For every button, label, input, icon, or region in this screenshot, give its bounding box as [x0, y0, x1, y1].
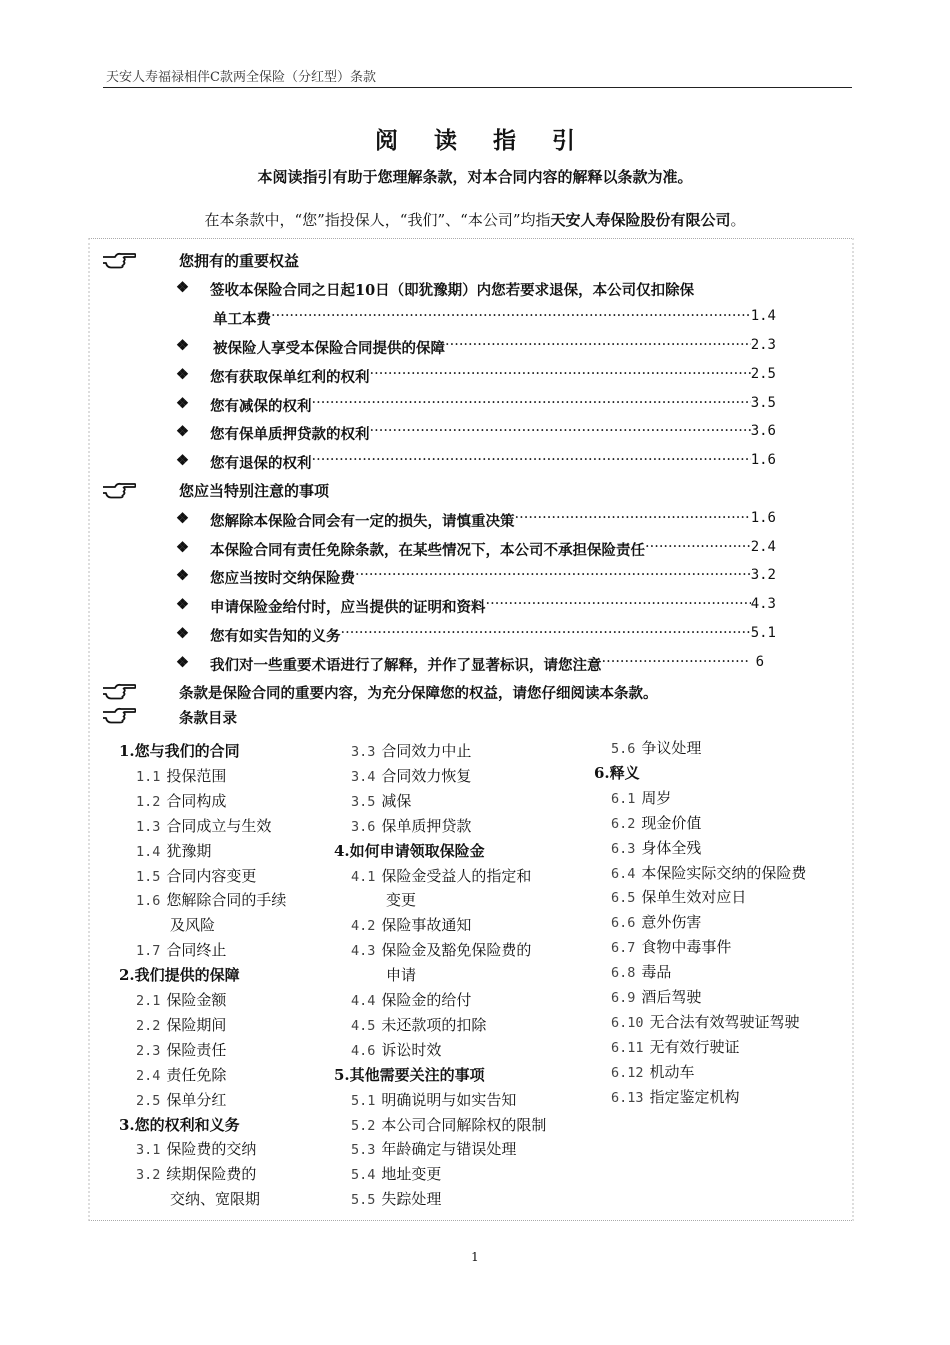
toc-entry-number: 5.2 [351, 1117, 376, 1134]
toc-entry-number: 6.12 [611, 1064, 644, 1081]
toc-entry-label: 您与我们的合同 [134, 742, 240, 760]
toc-entry-label: 食物中毒事件 [641, 938, 732, 957]
toc-entry-number: 3.6 [351, 818, 376, 835]
toc-entry-label: 续期保险费的 [166, 1165, 257, 1184]
toc-entry-number: 1.1 [136, 768, 161, 785]
toc-entry[interactable] [136, 989, 226, 1010]
diamond-bullet-icon: ❖ [176, 366, 189, 383]
toc-entry-label: 如何申请领取保险金 [349, 841, 485, 860]
page-title: 阅 读 指 引 [374, 127, 590, 154]
pointing-hand-icon [102, 682, 136, 700]
toc-entry-label: 机动车 [649, 1062, 695, 1081]
toc-entry-label: 保险金受益人的指定和 [381, 866, 532, 885]
toc-entry-number: 1.3 [136, 818, 161, 835]
toc-entry[interactable] [136, 1163, 256, 1184]
leader-dots [515, 510, 751, 531]
toc-entry-number: 4.6 [351, 1042, 376, 1059]
toc-entry[interactable] [351, 765, 471, 786]
leader-dots [341, 625, 751, 646]
rights-item [176, 423, 776, 445]
toc-entry[interactable] [611, 812, 701, 833]
toc-entry-label: 保险费的交纳 [166, 1140, 257, 1159]
toc-entry-number: 1.7 [136, 943, 161, 960]
attention-item [176, 539, 776, 561]
toc-entry-number: 5.6 [611, 741, 636, 757]
toc-entry-label: 合同效力恢复 [381, 766, 472, 785]
rights-item-num: 3.6 [750, 423, 776, 439]
leader-dots [271, 308, 751, 329]
pointing-hand-icon [102, 251, 136, 269]
toc-entry-label: 及风险 [170, 916, 216, 935]
rights-item-first-cont [176, 308, 776, 330]
toc-entry-label: 保险金的给付 [381, 991, 472, 1009]
toc-entry[interactable] [611, 911, 701, 932]
toc-entry-label: 保单质押贷款 [381, 816, 472, 835]
toc-entry-number: 6.8 [611, 965, 636, 982]
leader-dots [645, 539, 751, 560]
rights-item-first [176, 279, 776, 301]
toc-entry-number: 6.6 [611, 915, 636, 932]
toc-entry[interactable] [136, 1039, 226, 1060]
attention-section-title: 您应当特别注意的事项 [179, 482, 330, 500]
toc-entry[interactable] [611, 1086, 740, 1107]
toc-entry-number: 6. [594, 763, 610, 782]
toc-entry-number: 3.2 [136, 1167, 161, 1184]
attention-item-num: 4.3 [750, 596, 776, 612]
toc-entry-number: 2.5 [136, 1092, 161, 1109]
toc-entry[interactable] [136, 790, 226, 811]
toc-entry-label: 诉讼时效 [381, 1040, 442, 1059]
toc-entry-number: 6.4 [611, 865, 636, 882]
toc-entry-label: 投保范围 [166, 766, 227, 785]
rights-item-first-num: 1.4 [750, 308, 776, 324]
leader-dots [312, 395, 751, 416]
toc-entry[interactable] [351, 1138, 516, 1159]
diamond-bullet-icon: ❖ [176, 423, 189, 440]
toc-entry-number: 5. [334, 1065, 350, 1084]
attention-item-num: 3.2 [750, 567, 776, 583]
toc-entry-label: 本公司合同解除权的限制 [381, 1115, 547, 1134]
toc-entry-label: 变更 [386, 891, 417, 910]
pointing-hand-icon [102, 706, 136, 724]
toc-entry[interactable] [611, 862, 806, 883]
toc-entry[interactable] [136, 765, 226, 786]
toc-entry-number: 3. [119, 1115, 135, 1134]
running-header: 天安人寿福禄相伴C款两全保险（分红型）条款 [106, 70, 376, 85]
rights-item-num: 3.5 [750, 395, 776, 411]
toc-entry-label: 其他需要关注的事项 [349, 1065, 485, 1084]
toc-entry-label: 失踪处理 [381, 1190, 442, 1209]
toc-entry-number: 4.3 [351, 943, 376, 960]
toc-heading[interactable] [594, 762, 640, 783]
toc-entry-label: 保险责任 [166, 1040, 227, 1059]
toc-entry[interactable] [611, 986, 701, 1007]
toc-entry[interactable] [351, 1014, 486, 1035]
toc-entry-number: 4.1 [351, 868, 376, 885]
toc-entry[interactable] [136, 815, 271, 836]
toc-heading[interactable] [119, 1114, 240, 1135]
toc-entry-label: 意外伤害 [641, 913, 702, 932]
toc-entry[interactable] [611, 1011, 800, 1032]
toc-entry-number: 5.4 [351, 1167, 376, 1184]
toc-entry-label: 身体全残 [641, 838, 702, 857]
leader-dots [445, 337, 751, 358]
toc-entry[interactable] [351, 914, 471, 935]
toc-entry-number: 6.9 [611, 990, 636, 1006]
attention-item [176, 567, 776, 589]
toc-entry-number: 1.6 [136, 893, 161, 910]
toc-entry-number: 1. [119, 742, 135, 760]
rights-item-num: 1.6 [750, 452, 776, 468]
attention-item [176, 654, 776, 676]
toc-entry-label: 申请 [386, 966, 417, 985]
toc-entry-number: 1.5 [136, 868, 161, 885]
leader-dots [370, 366, 751, 387]
toc-entry-label: 交纳、宽限期 [170, 1190, 261, 1209]
toc-entry[interactable] [611, 1036, 740, 1057]
toc-entry[interactable] [386, 964, 416, 985]
toc-entry-number: 6.2 [611, 815, 636, 832]
attention-item-num: 6 [755, 654, 764, 670]
toc-entry-number: 4.2 [351, 918, 376, 935]
attention-item-num: 2.4 [750, 539, 776, 555]
toc-entry[interactable] [351, 1114, 546, 1135]
diamond-bullet-icon: ❖ [176, 567, 189, 584]
toc-entry-number: 3.1 [136, 1142, 161, 1159]
toc-entry-number: 4.5 [351, 1017, 376, 1034]
toc-entry[interactable] [351, 1089, 516, 1110]
rights-section-title: 您拥有的重要权益 [179, 252, 300, 270]
toc-entry-label: 减保 [381, 791, 412, 810]
toc-entry-label: 我们提供的保障 [134, 966, 240, 985]
toc-entry[interactable] [136, 840, 211, 861]
diamond-bullet-icon: ❖ [176, 452, 189, 469]
attention-item-text: 您解除本保险合同会有一定的损失，请慎重决策 [210, 513, 515, 530]
toc-entry-label: 地址变更 [381, 1165, 442, 1184]
toc-heading[interactable] [119, 740, 240, 761]
toc-entry-number: 1.2 [136, 793, 161, 810]
rights-item [176, 452, 776, 474]
company-name: 天安人寿保险股份有限公司 [550, 211, 731, 229]
toc-entry-number: 5.3 [351, 1142, 376, 1159]
rights-item-first-text: 签收本保险合同之日起10日（即犹豫期）内您若要求退保，本公司仅扣除保 [210, 282, 695, 299]
toc-entry[interactable] [136, 1138, 256, 1159]
toc-entry-label: 您的权利和义务 [134, 1115, 240, 1134]
intro-text: 在本条款中，“您”指投保人，“我们”、“本公司”均指 [204, 211, 551, 229]
toc-entry-label: 合同效力中止 [381, 742, 472, 760]
toc-entry[interactable] [351, 1039, 441, 1060]
attention-item-text: 我们对一些重要术语进行了解释，并作了显著标识，请您注意 [210, 657, 602, 674]
attention-item-num: 1.6 [750, 510, 776, 526]
toc-entry[interactable] [136, 1014, 226, 1035]
rights-item-text: 您有获取保单红利的权利 [210, 369, 370, 386]
toc-entry-label: 犹豫期 [166, 841, 212, 860]
intro-end: 。 [730, 211, 746, 229]
rights-item-text: 您有保单质押贷款的权利 [210, 426, 370, 443]
toc-entry-label: 毒品 [641, 963, 672, 982]
attention-item-num: 5.1 [750, 625, 776, 641]
toc-heading[interactable] [334, 1064, 485, 1085]
toc-entry-label: 责任免除 [166, 1065, 227, 1084]
toc-entry[interactable] [351, 815, 471, 836]
toc-entry-number: 6.13 [611, 1089, 644, 1106]
toc-heading[interactable] [119, 964, 240, 985]
toc-entry-label: 保险金及豁免保险费的 [381, 941, 532, 960]
toc-entry-number: 6.3 [611, 840, 636, 857]
toc-entry-label: 周岁 [641, 788, 672, 807]
toc-entry[interactable] [611, 837, 701, 858]
toc-entry-number: 6.10 [611, 1014, 644, 1031]
toc-entry[interactable] [136, 1064, 226, 1085]
header-rule [103, 87, 852, 88]
toc-entry[interactable] [351, 989, 471, 1010]
toc-entry-label: 保险期间 [166, 1015, 227, 1034]
toc-entry-label: 保单生效对应日 [641, 888, 747, 907]
toc-entry-label: 指定鉴定机构 [649, 1087, 740, 1106]
rights-item [176, 395, 776, 417]
rights-item [176, 337, 776, 359]
toc-entry[interactable] [611, 787, 671, 808]
toc-entry-label: 合同构成 [166, 791, 227, 810]
pointing-hand-icon [102, 481, 136, 499]
attention-item [176, 625, 776, 647]
toc-entry[interactable] [351, 1188, 441, 1209]
toc-entry-number: 4. [334, 841, 350, 860]
attention-item-text: 您有如实告知的义务 [210, 628, 341, 645]
leader-dots [370, 423, 751, 444]
attention-item-text: 您应当按时交纳保险费 [210, 570, 355, 587]
toc-entry[interactable] [611, 886, 746, 907]
toc-entry[interactable] [611, 1061, 695, 1082]
toc-entry-number: 2. [119, 966, 135, 985]
toc-entry[interactable] [170, 914, 215, 935]
toc-entry[interactable] [136, 1089, 226, 1110]
toc-entry-number: 6.1 [611, 790, 636, 807]
toc-entry[interactable] [386, 889, 416, 910]
toc-entry-label: 保险事故通知 [381, 916, 472, 935]
rights-item-num: 2.5 [750, 366, 776, 382]
toc-entry-number: 6.7 [611, 940, 636, 957]
toc-entry-label: 本保险实际交纳的保险费 [641, 863, 807, 882]
toc-entry[interactable] [351, 865, 531, 886]
toc-entry-label: 合同成立与生效 [166, 816, 272, 835]
toc-entry-number: 5.1 [351, 1092, 376, 1109]
rights-item [176, 366, 776, 388]
toc-entry[interactable] [351, 939, 531, 960]
toc-heading[interactable] [334, 840, 485, 861]
rights-item-text: 您有退保的权利 [210, 455, 312, 472]
toc-entry-label: 保险金额 [166, 991, 227, 1009]
toc-entry-label: 您解除合同的手续 [166, 891, 287, 910]
toc-entry[interactable] [611, 936, 731, 957]
toc-entry[interactable] [136, 889, 286, 910]
toc-entry-number: 2.4 [136, 1067, 161, 1084]
attention-item-text: 申请保险金给付时，应当提供的证明和资料 [210, 599, 486, 616]
diamond-bullet-icon: ❖ [176, 395, 189, 412]
toc-entry-number: 5.5 [351, 1192, 376, 1209]
toc-entry-label: 现金价值 [641, 813, 702, 832]
toc-entry[interactable] [351, 790, 411, 811]
attention-item-text: 本保险合同有责任免除条款，在某些情况下，本公司不承担保险责任 [210, 542, 645, 559]
toc-entry[interactable] [170, 1188, 260, 1209]
toc-entry-label: 年龄确定与错误处理 [381, 1140, 517, 1159]
toc-entry-label: 无合法有效驾驶证驾驶 [649, 1012, 800, 1031]
toc-entry-number: 2.1 [136, 993, 161, 1009]
diamond-bullet-icon: ❖ [176, 337, 189, 354]
subtitle: 本阅读指引有助于您理解条款，对本合同内容的解释以条款为准。 [257, 168, 693, 186]
toc-entry[interactable] [136, 939, 226, 960]
toc-entry[interactable] [611, 961, 671, 982]
important-note: 条款是保险合同的重要内容，为充分保障您的权益，请您仔细阅读本条款。 [179, 685, 658, 702]
rights-item-text: 被保险人享受本保险合同提供的保障 [213, 340, 445, 357]
toc-entry-number: 3.4 [351, 768, 376, 785]
rights-item-text: 您有减保的权利 [210, 398, 312, 415]
leader-dots [602, 654, 748, 675]
toc-entry-number: 2.3 [136, 1042, 161, 1059]
leader-dots [355, 567, 751, 588]
toc-entry-number: 6.11 [611, 1039, 644, 1056]
toc-entry-number: 4.4 [351, 993, 376, 1009]
toc-entry-number: 3.3 [351, 744, 376, 760]
attention-item [176, 510, 776, 532]
toc-entry-label: 酒后驾驶 [641, 988, 702, 1006]
toc-entry-label: 明确说明与如实告知 [381, 1090, 517, 1109]
diamond-bullet-icon: ❖ [176, 510, 189, 527]
toc-entry-label: 合同终止 [166, 941, 227, 960]
diamond-bullet-icon: ❖ [176, 596, 189, 613]
diamond-bullet-icon: ❖ [176, 539, 189, 556]
toc-entry-label: 合同内容变更 [166, 866, 257, 885]
diamond-bullet-icon: ❖ [176, 279, 189, 296]
toc-entry[interactable] [351, 740, 471, 761]
toc-entry-number: 2.2 [136, 1017, 161, 1034]
toc-title: 条款目录 [179, 710, 237, 727]
toc-entry-label: 保单分红 [166, 1090, 227, 1109]
toc-entry-number: 1.4 [136, 843, 161, 860]
toc-entry[interactable] [351, 1163, 441, 1184]
toc-entry-number: 6.5 [611, 890, 636, 907]
toc-entry[interactable] [136, 865, 256, 886]
leader-dots [486, 596, 751, 617]
rights-item-num: 2.3 [750, 337, 776, 353]
toc-entry-label: 无有效行驶证 [649, 1037, 740, 1056]
intro-paragraph [0, 209, 950, 230]
toc-entry-label: 未还款项的扣除 [381, 1015, 487, 1034]
page-number: 1 [471, 1250, 479, 1264]
toc-entry-label: 争议处理 [641, 739, 702, 757]
toc-entry-number: 3.5 [351, 793, 376, 810]
toc-entry[interactable] [611, 737, 701, 758]
leader-dots [312, 452, 751, 473]
diamond-bullet-icon: ❖ [176, 625, 189, 642]
rights-item-first-cont-text: 单工本费 [213, 311, 271, 328]
diamond-bullet-icon: ❖ [176, 654, 189, 671]
attention-item [176, 596, 776, 618]
toc-entry-label: 释义 [609, 763, 640, 782]
